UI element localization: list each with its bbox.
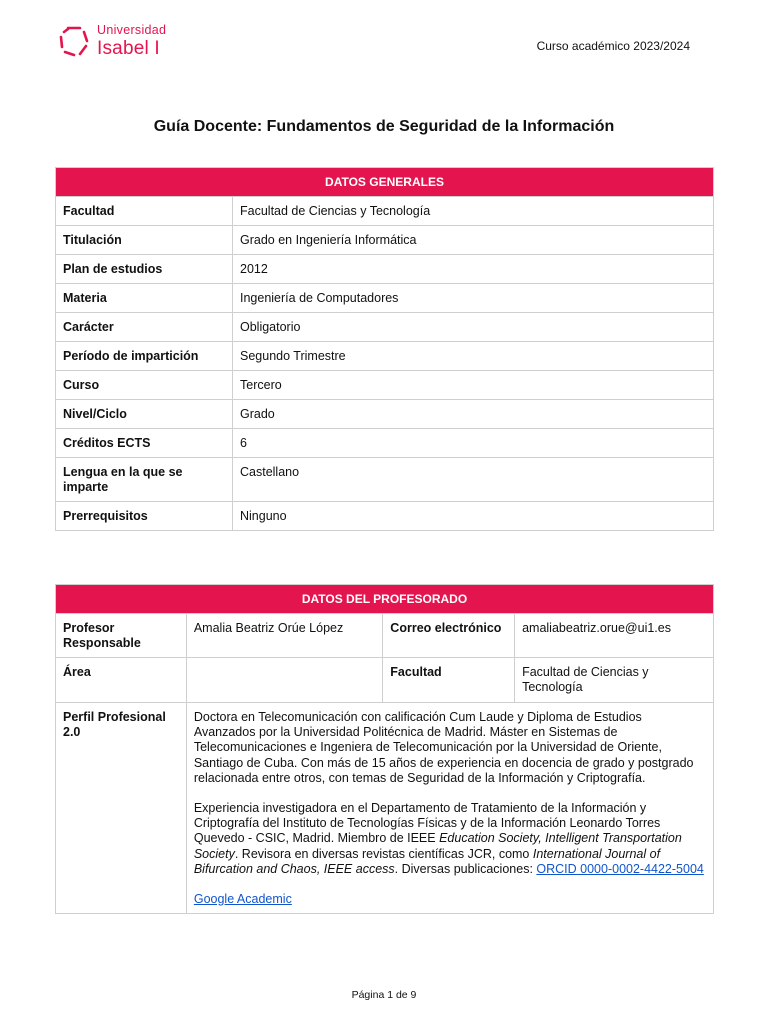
table-row	[56, 658, 714, 703]
professor-name: Amalia Beatriz Orúe López	[186, 614, 382, 658]
table-row	[56, 502, 714, 531]
profile-text-segment: . Diversas publicaciones:	[394, 861, 537, 876]
orcid-link[interactable]: ORCID 0000-0002-4422-5004	[536, 861, 704, 876]
course-year: Curso académico 2023/2024	[536, 39, 690, 53]
row-label: Período de impartición	[56, 342, 233, 371]
row-label: Créditos ECTS	[56, 429, 233, 458]
row-value: Castellano	[233, 458, 714, 502]
table-row	[56, 197, 714, 226]
profile-paragraph-1: Doctora en Telecomunicación con calificación Cum Laude y Diploma de Estudios Avanzados por la Universidad Politécnica de Madrid. Máster en Sistemas de Telecomunicaciones e Ingeniera de Telecomunicación por la Universidad de Oriente, Santiago de Cuba. Con más de 15 años de experiencia en docencia de grado y postgrado relacionada entre otros, con temas de Seguridad de la Información y Criptografía.	[193, 710, 694, 785]
table-row	[56, 400, 714, 429]
row-value: 2012	[233, 255, 714, 284]
profile-paragraph-3	[194, 892, 706, 907]
university-logo-icon	[57, 24, 91, 58]
email-value: amaliabeatriz.orue@ui1.es	[515, 614, 714, 658]
table-row	[56, 313, 714, 342]
table-row	[56, 226, 714, 255]
table-row	[56, 614, 714, 658]
table-row	[56, 371, 714, 400]
table-row	[56, 284, 714, 313]
row-label: Prerrequisitos	[56, 502, 233, 531]
row-label: Facultad	[56, 197, 233, 226]
row-label: Materia	[56, 284, 233, 313]
faculty-value: Facultad de Ciencias y Tecnología	[515, 658, 714, 703]
profile-label: Perfil Profesional 2.0	[56, 703, 187, 914]
faculty-label: Facultad	[383, 658, 515, 703]
table-row	[56, 429, 714, 458]
profile-text-segment: Experiencia investigadora en el Departamento de Tratamiento de la Información y Criptografía del Instituto de Tecnologías Físicas y de la Información Leonardo Torres Quevedo - CSIC, Madrid. Miembro de IEEE	[193, 801, 661, 846]
row-value: Facultad de Ciencias y Tecnología	[233, 197, 714, 226]
row-value: Obligatorio	[233, 313, 714, 342]
profile-text-segment: . Revisora en diversas revistas científicas JCR, como	[234, 846, 533, 861]
area-value	[186, 658, 382, 703]
row-value: Ninguno	[233, 502, 714, 531]
general-data-table	[55, 167, 714, 531]
row-label: Plan de estudios	[56, 255, 233, 284]
table-row	[56, 342, 714, 371]
general-data-heading: DATOS GENERALES	[56, 168, 714, 197]
row-label: Titulación	[56, 226, 233, 255]
profile-italic-segment: Education Society, Intelligent Transportation Society	[193, 831, 682, 861]
row-label: Carácter	[56, 313, 233, 342]
professor-label: Profesor Responsable	[56, 614, 187, 658]
row-label: Nivel/Ciclo	[56, 400, 233, 429]
row-label: Lengua en la que se imparte	[56, 458, 233, 502]
row-value: Segundo Trimestre	[233, 342, 714, 371]
table-row	[56, 255, 714, 284]
table-row	[56, 458, 714, 502]
logo-line-2: Isabel I	[97, 37, 160, 59]
google-academic-link[interactable]: Google Academic	[193, 892, 292, 907]
profile-italic-segment: International Journal of Bifurcation and Chaos, IEEE access	[193, 846, 661, 876]
row-value: Grado en Ingeniería Informática	[233, 226, 714, 255]
profile-text	[186, 703, 713, 914]
faculty-data-heading: DATOS DEL PROFESORADO	[56, 585, 714, 614]
email-label: Correo electrónico	[383, 614, 515, 658]
document-title: Guía Docente: Fundamentos de Seguridad de la Información	[153, 118, 615, 135]
table-row	[56, 703, 714, 914]
profile-paragraph-2	[194, 801, 706, 877]
page-number: Página 1 de 9	[351, 989, 417, 1001]
row-value: Tercero	[233, 371, 714, 400]
faculty-data-table	[55, 584, 714, 914]
area-label: Área	[56, 658, 187, 703]
row-value: 6	[233, 429, 714, 458]
university-logo	[57, 24, 166, 58]
logo-line-1: Universidad	[97, 23, 167, 38]
row-label: Curso	[56, 371, 233, 400]
row-value: Ingeniería de Computadores	[233, 284, 714, 313]
row-value: Grado	[233, 400, 714, 429]
